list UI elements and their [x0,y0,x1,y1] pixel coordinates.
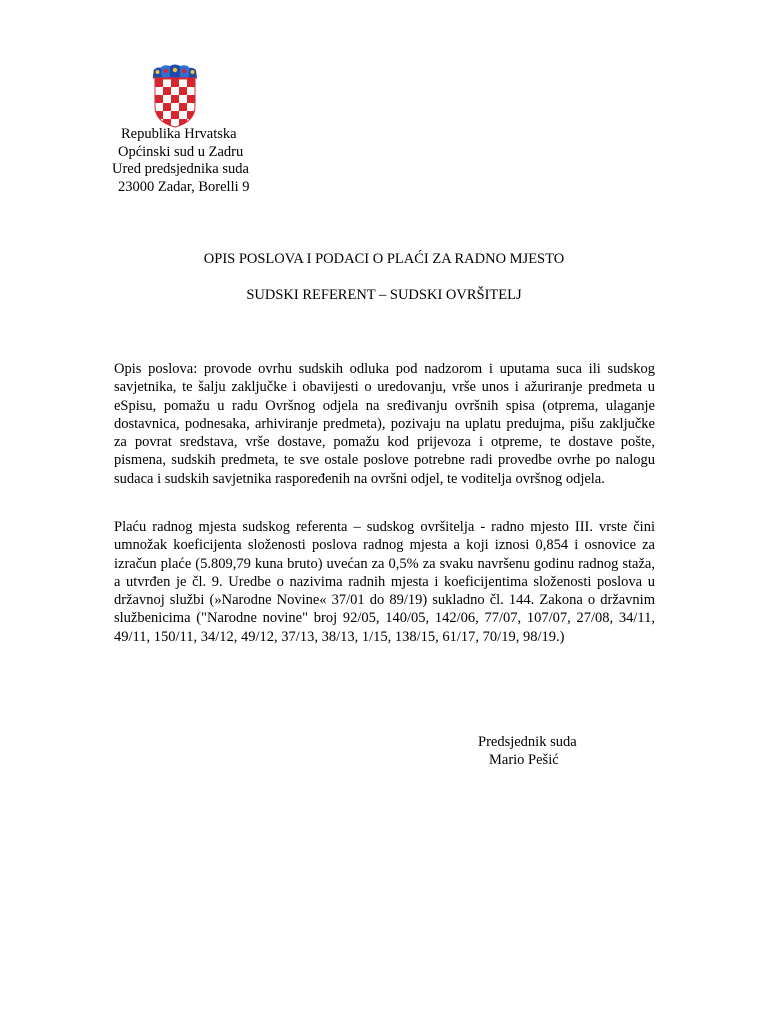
country-name: Republika Hrvatska [121,126,237,142]
signature-block [478,734,577,769]
salary-paragraph: Plaću radnog mjesta sudskog referenta – sudskog ovršitelja - radno mjesto III. vrste čini umnožak koeficijenta složenosti poslova radnog mjesta a koji iznosi 0,854 i osnovice za izračun plaće (5.809,79 kuna bruto) uvećan za 0,5% za svaku navršenu godinu radnog staža, a utvrđen je čl. 9. Uredbe o nazivima radnih mjesta i koeficijentima složenosti poslova u državnoj službi (»Narodne Novine« 37/01 do 89/19) sukladno čl. 144. Zakona o državnim službenicima ("Narodne novine" broj 92/05, 140/05, 142/06, 77/07, 107/07, 27/08, 34/11, 49/11, 150/11, 34/12, 49/12, 37/13, 38/13, 1/15, 138/15, 61/17, 70/19, 98/19.) [114,519,655,645]
signature-role: Predsjednik suda [478,734,577,750]
court-address-block [112,126,312,196]
court-name: Općinski sud u Zadru [118,143,244,160]
position-title: SUDSKI REFERENT – SUDSKI OVRŠITELJ [246,287,522,303]
office-name: Ured predsjednika suda [112,161,249,177]
court-address: 23000 Zadar, Borelli 9 [118,178,250,195]
signature-name: Mario Pešić [489,751,559,768]
job-description-paragraph: Opis poslova: provode ovrhu sudskih odluka pod nadzorom i uputama suca ili sudskog savjetnika, te šalju zaključke i obavijesti o uredovanju, vrše unos i ažuriranje predmeta u eSpisu, pomažu u radu Ovršnog odjela na sređivanju ovršnih spisa (otprema, ulaganje dostavnica, podnesaka, arhiviranje predmeta), pozivaju na uplatu predujma, pišu zaključke za povrat sredstava, vrše dostave, pomažu kod prijevoza i otpreme, te dostave pošte, pismena, sudskih predmeta, te sve ostale poslove potrebne radi provedbe ovrhe po nalogu sudaca i sudskih savjetnika raspoređenih na ovršni odjel, te voditelja ovršnog odjela. [114,361,655,487]
document-title: OPIS POSLOVA I PODACI O PLAĆI ZA RADNO MJESTO [203,251,565,267]
crown [153,65,197,79]
croatian-coat-of-arms-icon [151,64,199,128]
